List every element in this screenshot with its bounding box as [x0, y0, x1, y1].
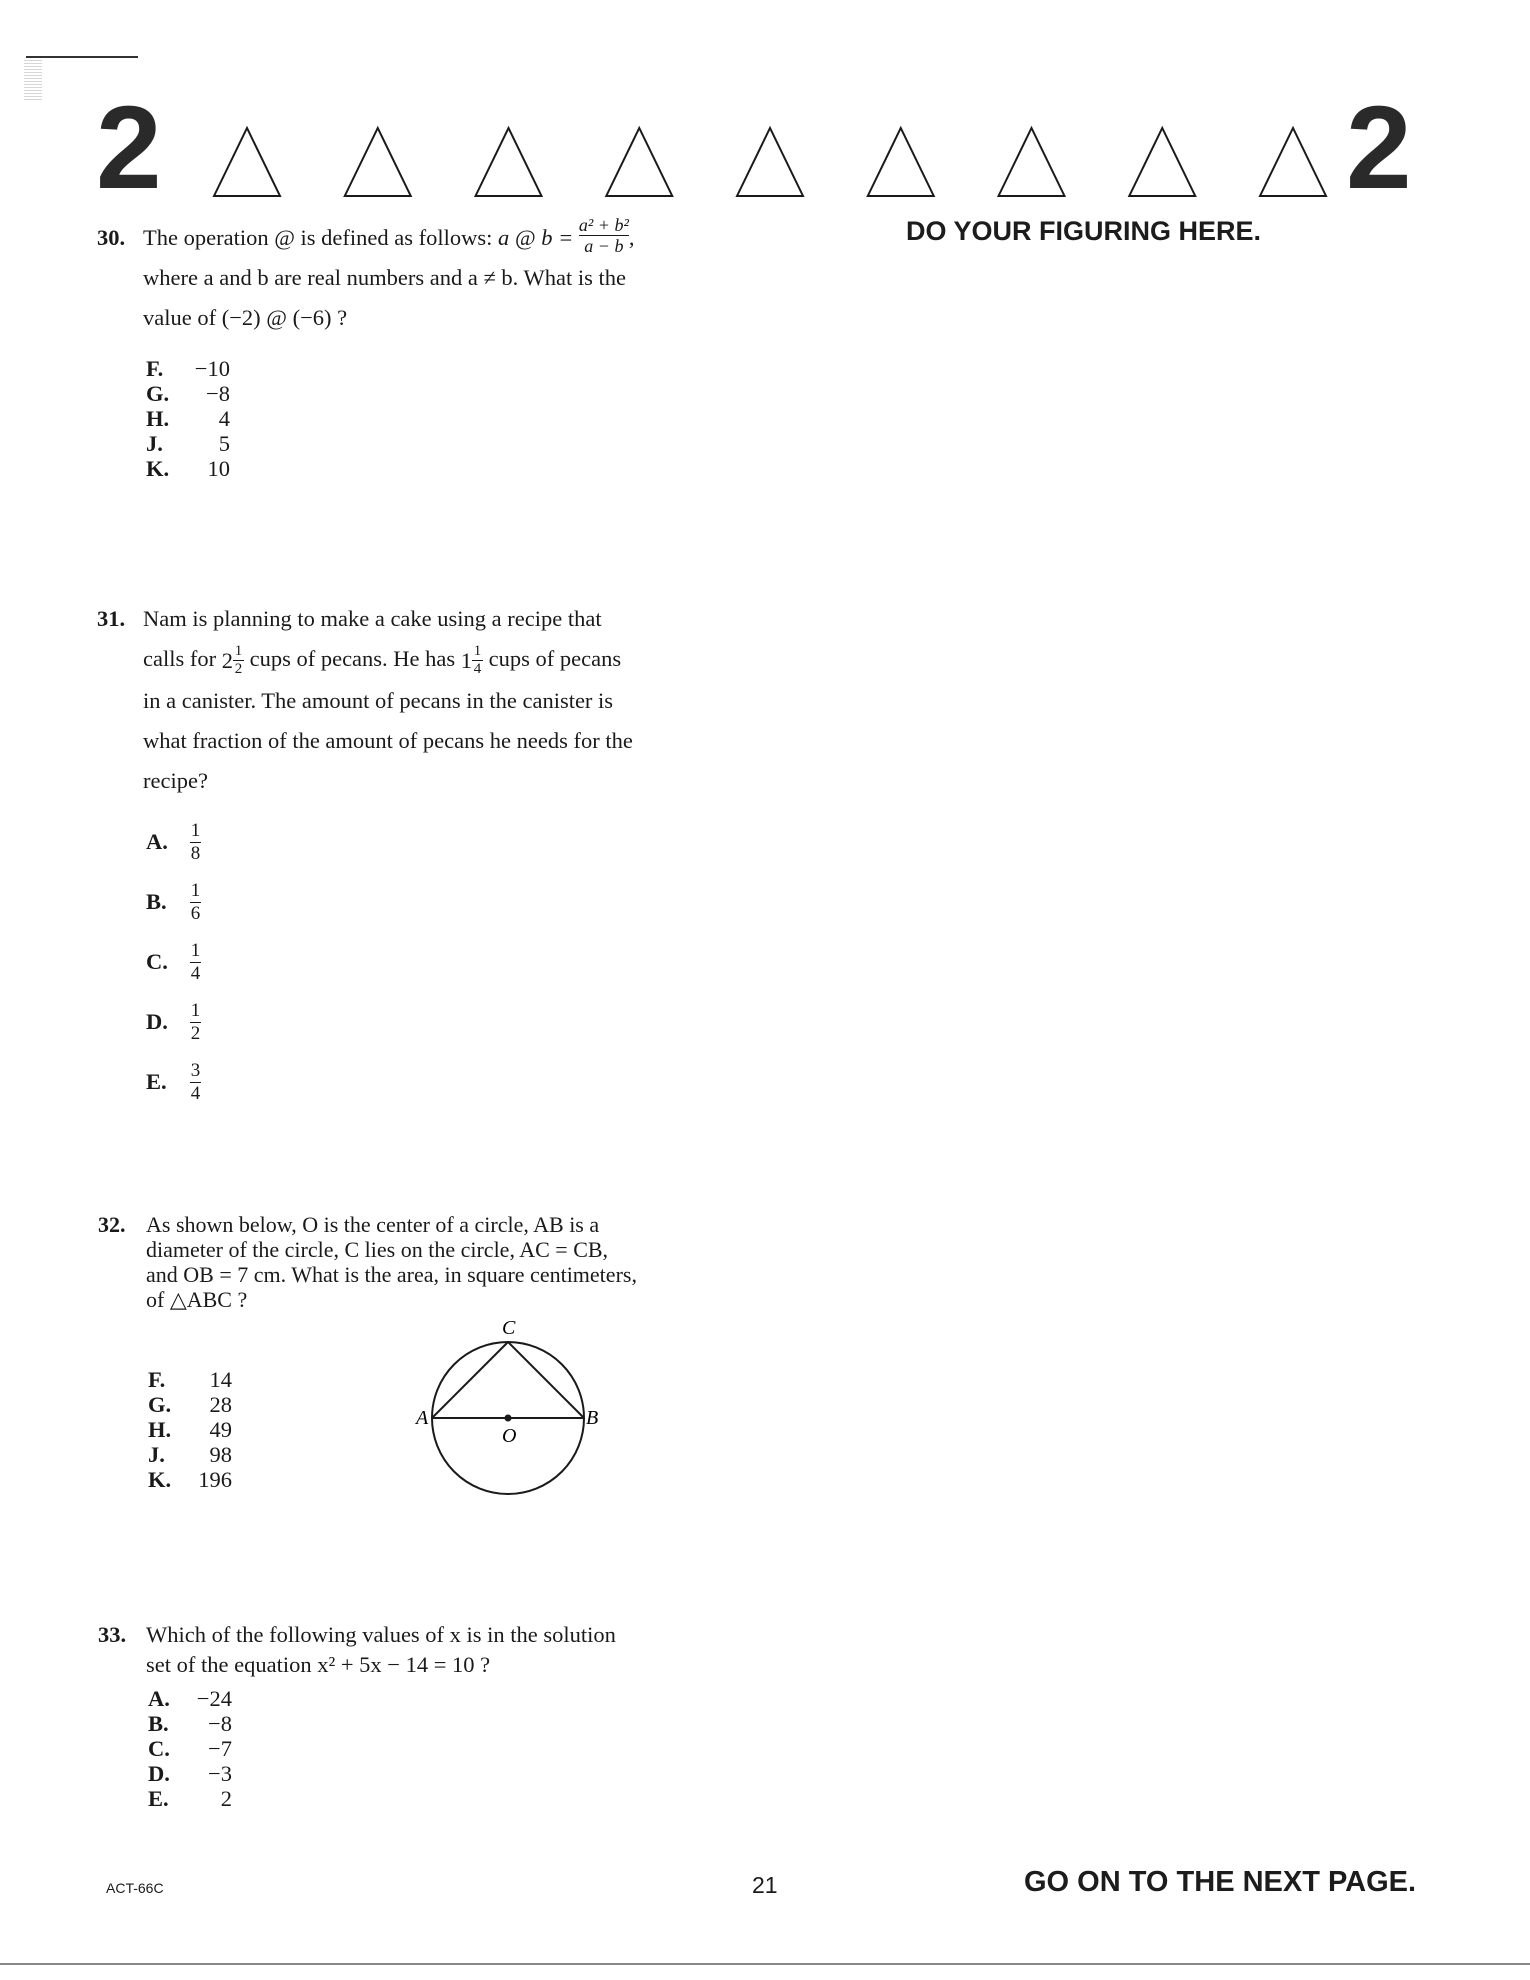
option-value: 196: [198, 1467, 232, 1492]
answer-option-b[interactable]: [148, 1711, 232, 1736]
question-text: As shown below, O is the center of a circle, AB is a: [146, 1212, 600, 1237]
fraction-numerator: 1: [190, 819, 201, 841]
question-32: [98, 1212, 736, 1312]
answer-options-33: [148, 1686, 232, 1811]
scan-artifact: [24, 60, 42, 100]
question-text: of △ABC ?: [146, 1287, 248, 1312]
label-c: C: [502, 1317, 516, 1339]
option-letter: J.: [148, 1442, 165, 1467]
section-number-left: 2: [96, 82, 162, 214]
option-letter: K.: [146, 456, 170, 481]
question-31: [97, 599, 743, 801]
option-value: 5: [218, 431, 230, 456]
option-letter: C.: [148, 1736, 170, 1761]
answer-option-d[interactable]: [148, 1761, 232, 1786]
bottom-rule: [0, 1963, 1530, 1965]
corner-scan-mark: [26, 56, 138, 58]
option-value: −7: [208, 1736, 232, 1761]
answer-options-31: [146, 812, 201, 1112]
option-letter: D.: [148, 1761, 170, 1786]
answer-option-j[interactable]: [146, 431, 230, 456]
question-text: Nam is planning to make a cake using a recipe that: [143, 606, 602, 631]
question-text: The operation @ is defined as follows:: [143, 225, 493, 250]
option-letter: F.: [148, 1367, 166, 1392]
question-33: [98, 1620, 746, 1680]
question-text: cups of pecans. He has: [249, 646, 456, 671]
question-text-line: [143, 639, 743, 681]
figuring-note: DO YOUR FIGURING HERE.: [906, 216, 1262, 246]
answer-option-h[interactable]: [148, 1417, 232, 1442]
option-value: 2: [220, 1786, 232, 1811]
mixed-whole: 1: [460, 647, 473, 673]
answer-option-c[interactable]: [146, 932, 201, 992]
option-letter: G.: [146, 381, 170, 406]
answer-options-30: [146, 356, 230, 481]
option-letter: B.: [148, 1711, 169, 1736]
triangle-row: [212, 124, 1328, 200]
option-letter: E.: [146, 1069, 167, 1094]
fraction-denominator: 2: [190, 1022, 201, 1044]
fraction-numerator: a² + b²: [578, 215, 629, 236]
fraction-denominator: 6: [190, 902, 201, 924]
answer-option-a[interactable]: [146, 812, 201, 872]
option-fraction: [190, 1061, 201, 1104]
fraction-denominator: a − b: [584, 236, 624, 257]
question-text: set of the equation x² + 5x − 14 = 10 ?: [146, 1652, 491, 1677]
option-letter: A.: [146, 829, 168, 854]
option-letter: E.: [148, 1786, 169, 1811]
answer-option-k[interactable]: [148, 1467, 232, 1492]
answer-option-a[interactable]: [148, 1686, 232, 1711]
triangle-outline-icon: [476, 128, 542, 196]
question-number: 32.: [98, 1212, 126, 1237]
fraction-denominator: 8: [190, 842, 201, 864]
question-text: recipe?: [143, 767, 208, 793]
fraction-numerator: 1: [234, 643, 243, 660]
question-text: value of (−2) @ (−6) ?: [143, 305, 348, 330]
question-text: cups of pecans: [488, 646, 622, 671]
option-value: −8: [206, 381, 230, 406]
option-letter: F.: [146, 356, 164, 381]
triangle-outline-icon: [606, 128, 672, 196]
fraction-denominator: 2: [234, 661, 243, 678]
option-value: −10: [194, 356, 230, 381]
option-fraction: [190, 941, 201, 984]
option-letter: G.: [148, 1392, 172, 1417]
question-number: 33.: [98, 1622, 127, 1647]
fraction-denominator: 4: [190, 1082, 201, 1104]
answer-option-f[interactable]: [146, 356, 230, 381]
mixed-fraction: [472, 644, 483, 677]
mixed-number: [222, 641, 244, 681]
segment-ac: [432, 1342, 508, 1418]
option-value: 98: [209, 1442, 232, 1467]
option-letter: D.: [146, 1009, 168, 1034]
option-letter: K.: [148, 1467, 172, 1492]
triangle-outline-icon: [1260, 128, 1326, 196]
operation-fraction: [579, 216, 629, 255]
fraction-numerator: 1: [190, 879, 201, 901]
question-text: where a and b are real numbers and a ≠ b. What is the: [143, 265, 626, 290]
triangle-outline-icon: [737, 128, 803, 196]
answer-option-e[interactable]: [146, 1052, 201, 1112]
triangle-outline-icon: [1129, 128, 1195, 196]
option-letter: A.: [148, 1686, 170, 1711]
answer-option-e[interactable]: [148, 1786, 232, 1811]
question-30: 30. The operation @ is defined as follows: a @ b = $\frac{\text{a² + b²}}{a - b}$ , where a and b are real numbers and a ≠ b. What is the value of (−2) @ (−6) ?: [143, 218, 743, 338]
triangle-outline-icon: [999, 128, 1065, 196]
fraction-numerator: 3: [190, 1059, 201, 1081]
option-value: 14: [209, 1367, 232, 1392]
fraction-numerator: 1: [190, 999, 201, 1021]
label-b: B: [586, 1407, 599, 1429]
answer-option-d[interactable]: [146, 992, 201, 1052]
question-text: diameter of the circle, C lies on the circle, AC = CB,: [146, 1237, 609, 1262]
section-number-right: 2: [1346, 82, 1412, 214]
option-value: −8: [208, 1711, 232, 1736]
triangle-outline-icon: [214, 128, 280, 196]
option-letter: J.: [146, 431, 163, 456]
option-value: 49: [209, 1417, 232, 1442]
option-letter: H.: [146, 406, 170, 431]
triangle-outline-icon: [868, 128, 934, 196]
fraction-denominator: 4: [473, 661, 482, 678]
answer-option-g[interactable]: [148, 1392, 232, 1417]
option-letter: C.: [146, 949, 168, 974]
answer-option-c[interactable]: [148, 1736, 232, 1761]
answer-options-32: [148, 1367, 232, 1492]
option-fraction: [190, 821, 201, 864]
mixed-number: [461, 641, 483, 681]
answer-option-f[interactable]: [148, 1367, 232, 1392]
answer-option-h[interactable]: [146, 406, 230, 431]
next-page-note: GO ON TO THE NEXT PAGE.: [1024, 1866, 1417, 1898]
mixed-fraction: [233, 644, 244, 677]
mixed-whole: 2: [221, 647, 233, 673]
answer-option-g[interactable]: [146, 381, 230, 406]
fraction-numerator: 1: [473, 643, 482, 660]
triangle-outline-icon: [345, 128, 411, 196]
page-number: 21: [752, 1872, 778, 1898]
option-letter: B.: [146, 889, 167, 914]
option-letter: H.: [148, 1417, 172, 1442]
answer-option-b[interactable]: [146, 872, 201, 932]
segment-cb: [508, 1342, 584, 1418]
answer-option-k[interactable]: [146, 456, 230, 481]
fraction-numerator: 1: [190, 939, 201, 961]
question-number: 30.: [97, 225, 126, 250]
label-a: A: [416, 1407, 429, 1429]
option-value: −24: [196, 1686, 232, 1711]
fraction-denominator: 4: [190, 962, 201, 984]
question-number: 31.: [97, 606, 126, 631]
question-text: what fraction of the amount of pecans he needs for the: [143, 727, 633, 753]
option-fraction: [190, 881, 201, 924]
center-point: [505, 1415, 512, 1422]
option-value: 4: [218, 406, 230, 431]
circle-triangle-figure: [408, 1314, 612, 1504]
option-value: 28: [209, 1392, 232, 1417]
question-text: and OB = 7 cm. What is the area, in square centimeters,: [146, 1262, 637, 1287]
question-text: calls for: [143, 646, 217, 671]
equation-lhs: a @ b =: [498, 225, 574, 250]
option-value: 10: [207, 456, 230, 481]
answer-option-j[interactable]: [148, 1442, 232, 1467]
form-code: ACT-66C: [106, 1880, 164, 1896]
option-fraction: [190, 1001, 201, 1044]
question-text: in a canister. The amount of pecans in the canister is: [143, 687, 614, 713]
question-text: Which of the following values of x is in the solution: [146, 1622, 616, 1647]
label-o: O: [502, 1425, 517, 1447]
option-value: −3: [208, 1761, 232, 1786]
